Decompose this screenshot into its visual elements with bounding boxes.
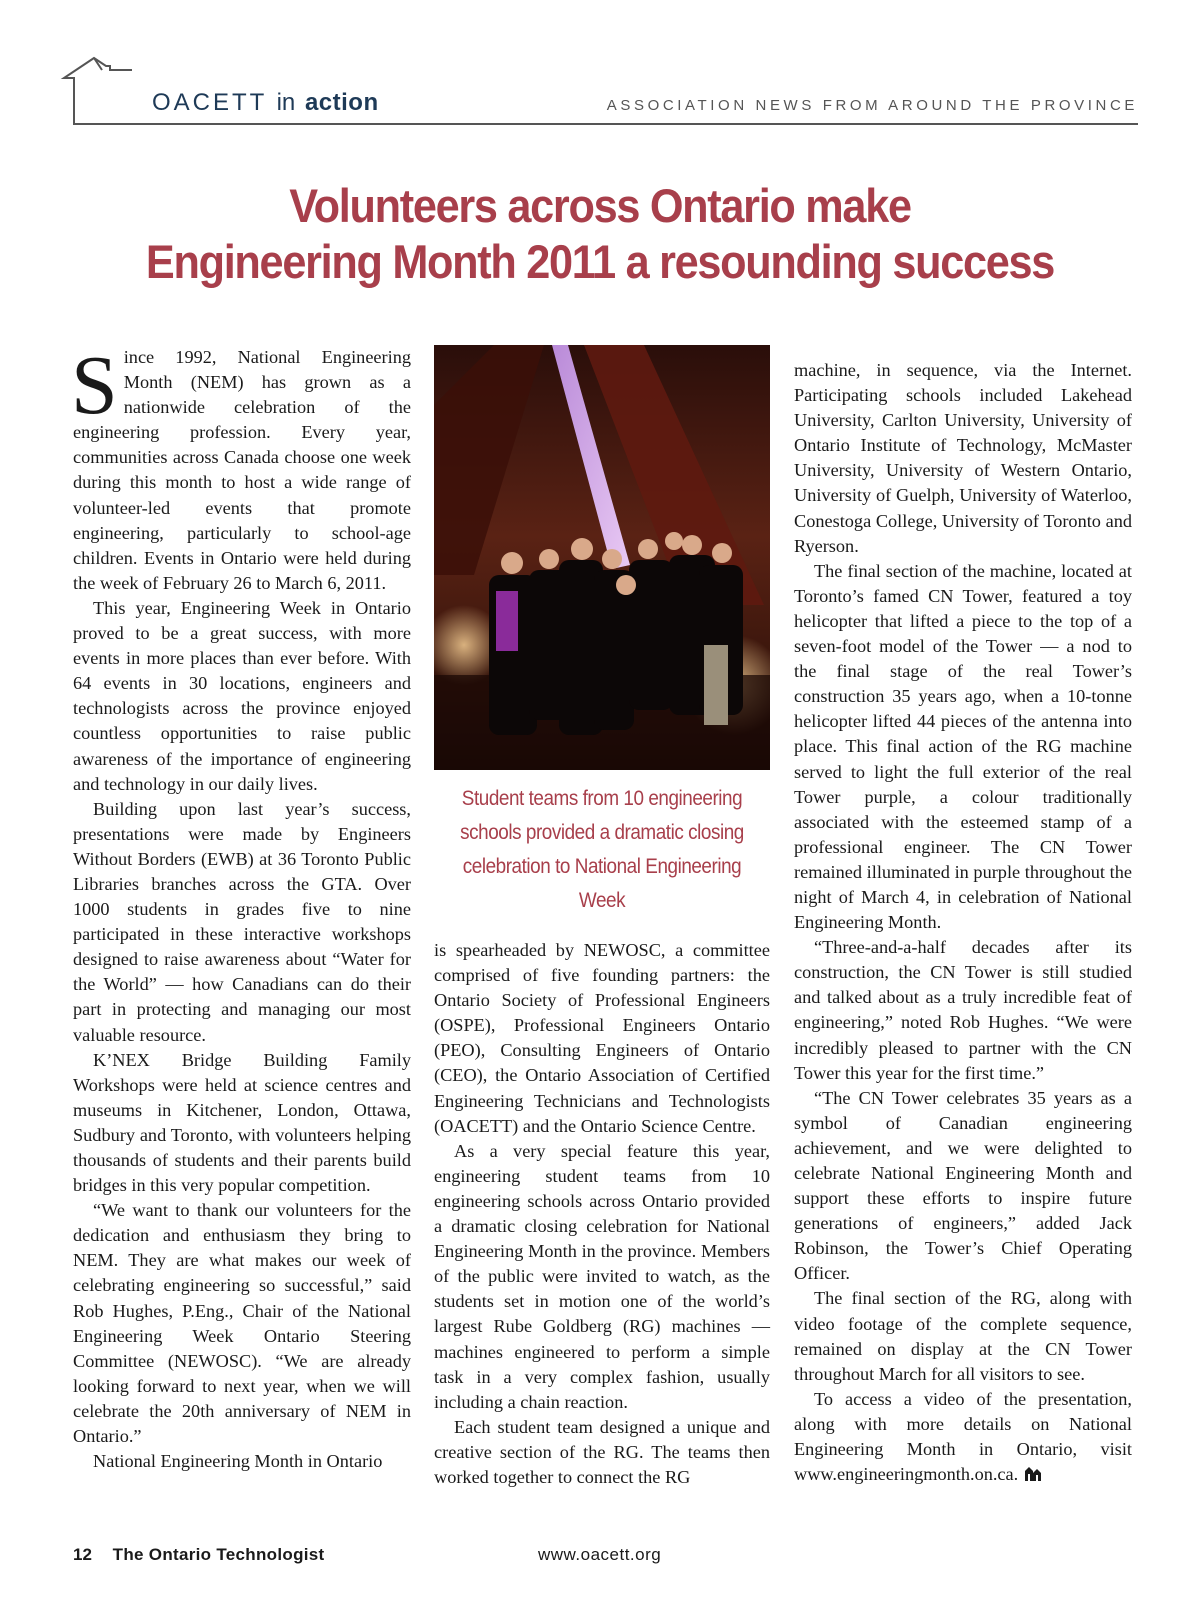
article-column-1: [71, 339, 411, 1474]
brand-in: in: [276, 89, 296, 116]
article-photo: [434, 345, 770, 770]
paragraph: The final section of the RG, along with video footage of the complete sequence, remained on display at the CN Tower throughout March for all visitors to see.: [794, 1288, 1132, 1384]
paragraph: The final section of the machine, located at Toronto’s famed CN Tower, featured a toy helicopter that lifted a piece to the top of a seven-foot model of the Tower — a nod to the final stage of the real Tower’s construction 35 years ago, when a 10-tonne helicopter lifted 44 pieces of the antenna into place. This final action of the RG machine served to light the full exterior of the real Tower purple, a colour traditionally associated with the esteemed stamp of a professional engineer. The CN Tower remained illuminated in purple throughout the night of March 4, in celebration of National Engineering Month.: [794, 560, 1132, 933]
paragraph: As a very special feature this year, engineering student teams from 10 engineering schools across Ontario provided a dramatic closing celebration for National Engineering Month in the province. Members of the public were invited to watch, as the students set in motion one of the world’s largest Rube Goldberg (RG) machines — machines engineered to perform a simple task in a very complex fashion, usually including a chain reaction.: [434, 1140, 770, 1412]
page-number: 12: [73, 1545, 92, 1564]
paragraph: Building upon last year’s success, presentations were made by Engineers Without Borders (EWB) at 36 Toronto Public Libraries branches across the GTA. Over 1000 students in grades five to nine participated in these interactive workshops designed to raise awareness about “Water for the World” — how Canadians can do their part in protecting and managing our most valuable resource.: [73, 798, 411, 1045]
oacett-end-mark-icon: [1024, 1466, 1042, 1482]
section-brand: [152, 89, 379, 117]
paragraph: To access a video of the presentation, along with more details on National Engineering Month in Ontario, visit www.engineeringmonth.on.ca.: [794, 1388, 1132, 1485]
brand-name: OACETT: [152, 89, 267, 116]
headline-line-2: Engineering Month 2011 a resounding success: [145, 235, 1055, 288]
footer-url[interactable]: www.oacett.org: [538, 1545, 662, 1564]
house-outline-icon: [60, 56, 140, 126]
page-header: [60, 56, 1138, 126]
photo-caption: Student teams from 10 engineering schools provided a dramatic closing celebration to National Engineering Week: [460, 787, 744, 912]
paragraph: Each student team designed a unique and creative section of the RG. The teams then worked together to connect the RG: [434, 1416, 770, 1487]
paragraph: “Three-and-a-half decades after its construction, the CN Tower is still studied and talked about as a truly incredible feat of engineering,” noted Rob Hughes. “We were incredibly pleased to partner with the CN Tower this year for the first time.”: [794, 937, 1132, 1083]
paragraph: K’NEX Bridge Building Family Workshops were held at science centres and museums in Kitchener, London, Ottawa, Sudbury and Toronto, with volunteers helping thousands of students and their parents build bridges in this very popular competition.: [73, 1049, 411, 1196]
paragraph: “We want to thank our volunteers for the dedication and enthusiasm they bring to NEM. They are what makes our week of celebrating engineering so successful,” said Rob Hughes, P.Eng., Chair of the National Engineering Week Ontario Steering Committee (NEWOSC). “We are already looking forward to next year, when we will celebrate the 20th anniversary of NEM in Ontario.”: [73, 1200, 411, 1447]
paragraph: “The CN Tower celebrates 35 years as a symbol of Canadian engineering achievement, and we were delighted to celebrate National Engineering Month and support these efforts to inspire future generations of engineers,” added Jack Robinson, the Tower’s Chief Operating Officer.: [794, 1087, 1132, 1284]
paragraph: This year, Engineering Week in Ontario proved to be a great success, with more events in more places than ever before. With 64 events in 30 locations, engineers and technologists across the province enjoyed countless opportunities to raise public awareness of the importance of engineering and technology in our daily lives.: [73, 597, 411, 794]
paragraph: is spearheaded by NEWOSC, a committee comprised of five founding partners: the Ontario Society of Professional Engineers (OSPE), Professional Engineers Ontario (PEO), Consulting Engineers of Ontario (CEO), the Ontario Association of Certified Engineering Technicians and Technologists (OACETT) and the Ontario Science Centre.: [434, 940, 770, 1136]
article-column-2: [434, 938, 770, 1490]
article-headline: [122, 178, 1079, 290]
section-tagline: ASSOCIATION NEWS FROM AROUND THE PROVINCE: [606, 97, 1138, 114]
article-column-3: [794, 358, 1132, 1487]
publication-name: The Ontario Technologist: [112, 1545, 325, 1564]
brand-action: action: [304, 89, 379, 116]
paragraph: Since 1992, National Engineering Month (NEM) has grown as a nationwide celebration of the engineering profession. Every year, communities across Canada choose one week during this month to host a wide range of volunteer-led events that promote engineering, particularly to school-age children. Events in Ontario were held during the week of February 26 to March 6, 2011.: [71, 339, 411, 593]
headline-line-1: Volunteers across Ontario make: [289, 179, 911, 232]
paragraph: machine, in sequence, via the Internet. Participating schools included Lakehead University, Carlton University, University of Ontario Institute of Technology, McMaster University, University of Western Ontario, University of Guelph, University of Waterloo, Conestoga College, University of Toronto and Ryerson.: [794, 360, 1132, 556]
header-divider: [74, 123, 1138, 125]
paragraph: National Engineering Month in Ontario: [93, 1451, 383, 1472]
cn-tower-group-photo: [434, 345, 770, 770]
page-footer: [73, 1545, 1133, 1565]
drop-cap: S: [71, 339, 118, 432]
